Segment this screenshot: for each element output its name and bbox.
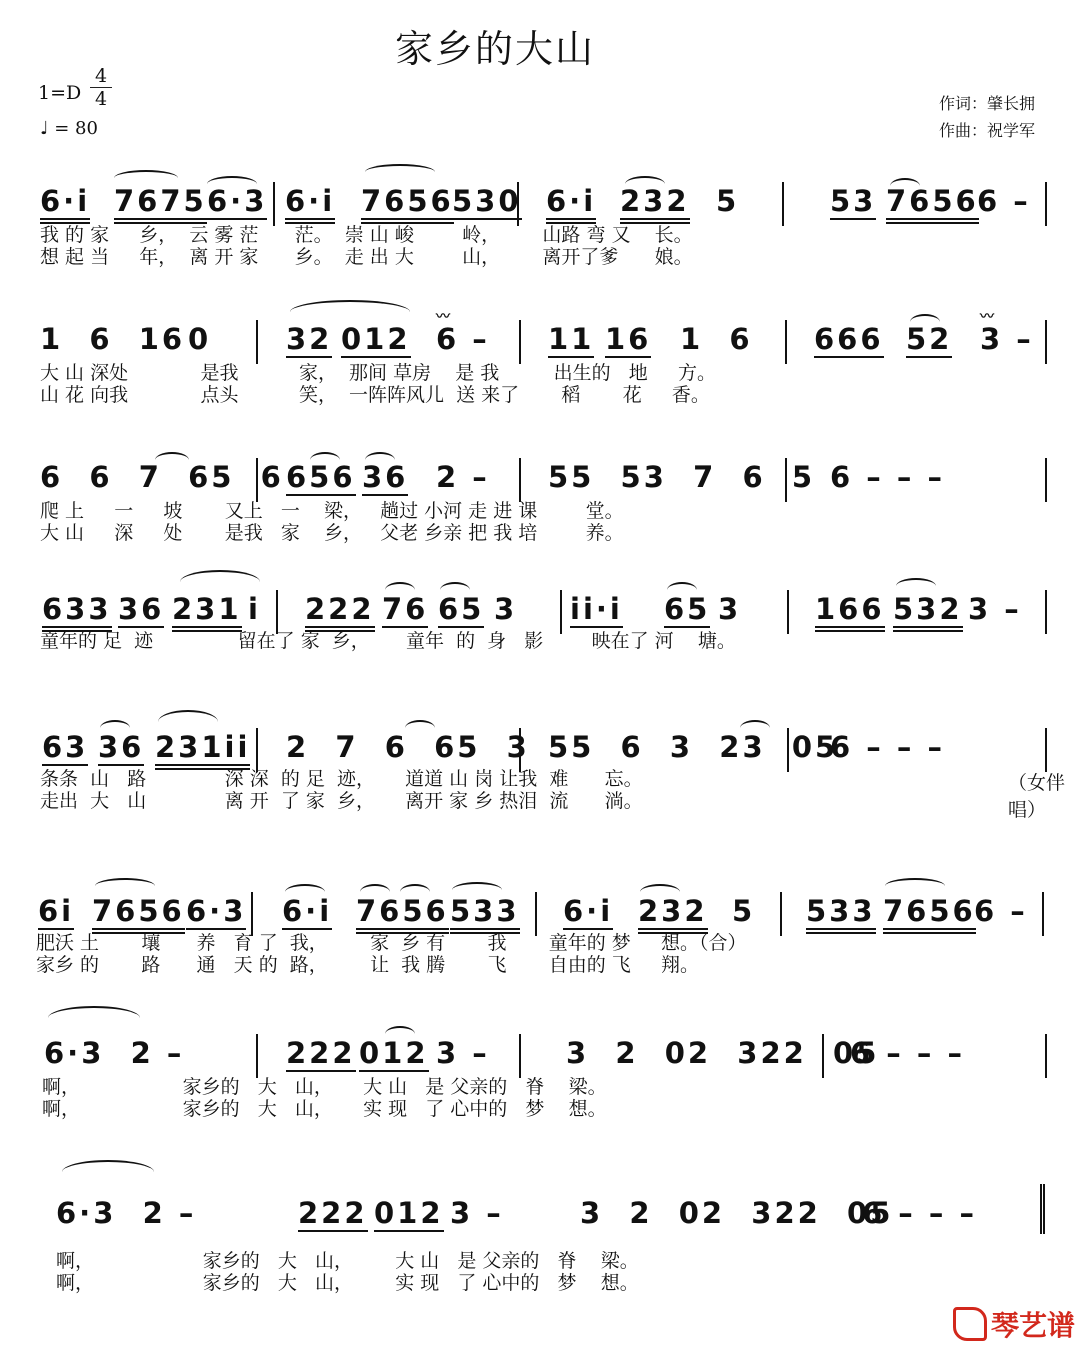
lyric-line: 条条 山 路 深 深 的 足 迹， 道道 山 岗 让我 难 忘。 [40,768,643,790]
lyric-line: 山 花 向我 点头 笑， 一阵阵风儿 送 来了 稻 花 香。 [40,384,710,406]
note-group: 012 [374,1196,444,1230]
barline [782,182,784,226]
lyric-line: 走出 大 山 离 开 了 家 乡， 离开 家 乡 热泪 流 淌。 [40,790,643,812]
barline [780,892,782,936]
note-group: 6 – [436,322,490,356]
note-group: 76 [382,592,429,626]
lyric-line: 家乡 的 路 通 天 的 路， 让 我 腾 飞 自由的 飞 翔。 [36,954,699,976]
note-group: 2 – [436,460,490,494]
barline [785,320,787,364]
tempo-value: = 80 [54,118,98,139]
note-group: 222 [286,1036,356,1070]
lyric-line: 想 起 当 年， 离 开 家 乡。 走 出 大 山， 离开了爹 娘。 [40,246,693,268]
note-group: 63 [42,730,89,764]
note-group: 2 7 6 65 3 [286,730,530,764]
lyric-line: 啊， 家乡的 大 山， 实 现 了 心中的 梦 想。 [42,1098,607,1120]
note-group: 3 – [968,592,1022,626]
note-group: 6i [38,894,75,928]
key-signature: 1=D [38,82,82,104]
note-group: 3 2 02 322 05 [566,1036,880,1070]
note-group: 6 – – – [850,1036,965,1070]
barline [519,1034,521,1078]
note-group: 656 [286,460,356,494]
time-signature-bottom: 4 [94,88,108,110]
note-group: 222 [305,594,375,632]
note-group: 0 [188,322,212,356]
lyric-line: 大 山 深 处 是我 家 乡， 父老 乡亲 把 我 培 养。 [40,522,624,544]
note-group: 1 6 16 [40,322,186,356]
lyric-line: 啊， 家乡的 大 山， 大 山 是 父亲的 脊 梁。 [56,1250,639,1272]
note-group: 16 [605,322,652,356]
barline [822,1034,824,1078]
tempo-marking [40,118,98,139]
note-group: 1 6 [680,322,753,356]
barline [517,182,519,226]
lyric-line: 童年的 足 迹 留在了 家 乡， 童年 的 身 影 映在了 河 塘。 [40,630,736,652]
note-group: 11 [548,322,595,356]
note-group: 6·i [546,186,596,224]
barline [785,458,787,502]
note-group: 231ii [155,732,250,770]
note-group: 6·3 [207,184,268,218]
note-group: 666 [814,322,884,356]
note-group: 55 53 7 6 5 [548,460,816,494]
barline [1045,320,1047,364]
note-group: 6 6 7 65 6 [40,460,284,494]
note-group: 232 [620,186,690,224]
barline [787,590,789,634]
note-group: 012 [359,1036,429,1070]
lyric-line: 大 山 深处 是我 家， 那间 草房 是 我 出生的 地 方。 [40,362,716,384]
note-group: 532 [893,594,963,632]
note-group: 530 [452,184,522,218]
barline [1045,458,1047,502]
barline [1045,590,1047,634]
note-group: 7656 [883,896,976,934]
note-group: 6 – [977,184,1031,218]
performance-note: （女伴唱） [1008,772,1066,821]
trill-mark-icon: 〰 [436,309,450,325]
site-logo [953,1304,1075,1344]
credits [939,90,1035,144]
barline [1045,1034,1047,1078]
note-group: 232 [638,896,708,934]
barline [273,182,275,226]
note-group: 32 [286,322,333,356]
note-group: 6·3 2 – [44,1036,185,1070]
lyricist-credit: 作词：肇长拥 [938,94,1035,113]
note-group: 633 [42,594,112,632]
barline [519,458,521,502]
note-group: 231 [172,594,242,632]
note-group: 5 [716,184,740,218]
page-title: 家乡的大山 [394,27,595,71]
lyric-line: 肥沃 土 壤 养 育 了 我， 家 乡 有 我 童年的 梦 想。（合） [36,932,747,954]
barline [560,590,562,634]
barline [787,728,789,772]
note-group: 012 [341,322,411,356]
barline [256,728,258,772]
lyric-line: 爬 上 一 坡 又上 一 梁， 趟过 小河 走 进 课 堂。 [40,500,624,522]
note-group: 3 [494,592,518,626]
barline [276,590,278,634]
logo-text: 琴艺谱 [990,1309,1075,1342]
note-group: 166 [815,594,885,632]
barline [1045,182,1047,226]
barline [251,892,253,936]
note-group: 7656 [356,896,449,934]
logo-mark-icon [953,1307,987,1341]
barline [535,892,537,936]
barline [256,458,258,502]
note-group: 3 – [450,1196,504,1230]
note-group: 6 – – – [830,460,945,494]
barline [519,728,521,772]
note-group: 65 [438,592,485,626]
note-group: 6·i [285,186,335,224]
trill-mark-icon: 〰 [980,309,994,325]
note-group: i [248,592,261,626]
note-group: 7656 [361,186,454,224]
quarter-note-icon: ♩ [40,118,49,139]
note-group: 3 [718,592,742,626]
note-group: 52 [906,322,953,356]
note-group: 3 – [436,1036,490,1070]
note-group: 7675 [114,186,207,224]
note-group: 6 – [974,894,1028,928]
note-group: 533 [806,896,876,934]
barline [256,1034,258,1078]
note-group: 6·i [282,894,333,928]
note-group: 3 – [980,322,1034,356]
note-group: 6·i [563,894,614,928]
note-group: 53 [830,184,877,218]
note-group: 7656 [92,896,185,934]
lyric-line: 啊， 家乡的 大 山， 实 现 了 心中的 梦 想。 [56,1272,639,1294]
note-group: 6 – – – [830,730,945,764]
note-group: 36 [98,730,145,764]
note-group: 3 2 02 322 05 [580,1196,894,1230]
barline [519,320,521,364]
note-group: 36 [118,592,165,626]
final-barline [1040,1184,1045,1234]
note-group: 6·i [40,186,90,224]
barline [256,320,258,364]
time-signature [90,66,112,109]
lyric-line: 啊， 家乡的 大 山， 大 山 是 父亲的 脊 梁。 [42,1076,607,1098]
composer-credit: 作曲：祝学军 [938,121,1035,140]
note-group: ii·i [570,592,623,626]
note-group: 222 [298,1196,368,1230]
note-group: 65 [664,592,711,626]
note-group: 5 [732,894,756,928]
note-group: 36 [362,460,409,494]
lyric-line: 我 的 家 乡， 云 雾 茫 茫。 崇 山 峻 岭， 山路 弯 又 长。 [40,224,693,246]
note-group: 6·3 [186,894,247,928]
time-signature-top: 4 [94,65,108,87]
note-group: 533 [450,896,520,934]
barline [1042,892,1044,936]
note-group: 6 – – – [862,1196,977,1230]
note-group: 55 6 3 23 05 [548,730,839,764]
note-group: 7656 [886,186,979,224]
note-group: 6·3 2 – [56,1196,197,1230]
barline [1045,728,1047,772]
